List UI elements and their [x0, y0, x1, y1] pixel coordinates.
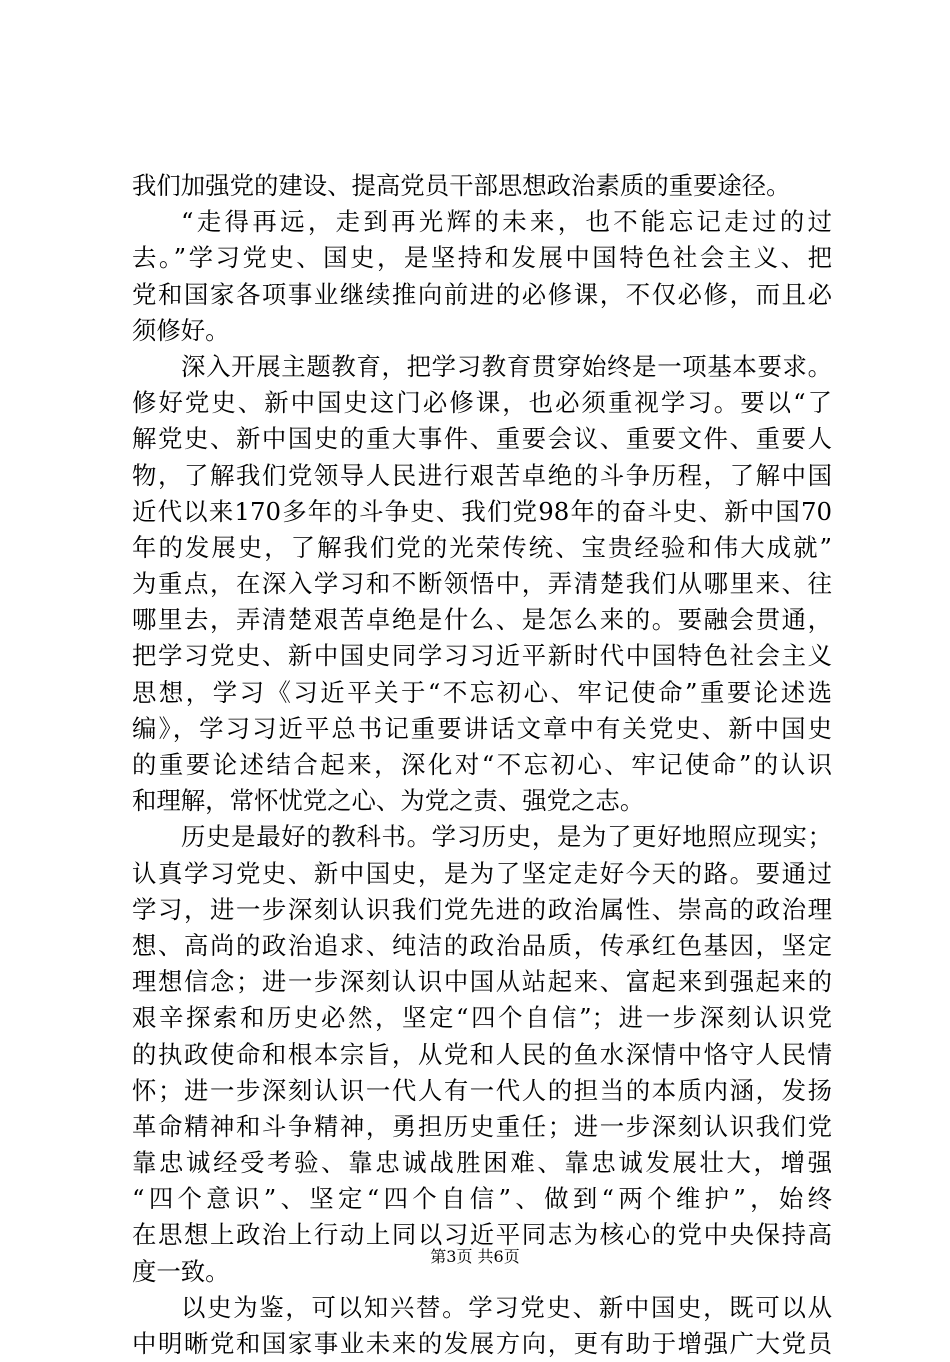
- text-line: 物，了解我们党领导人民进行艰苦卓绝的斗争历程，了解中国: [132, 460, 832, 490]
- text-line: 思想，学习《习近平关于“不忘初心、牢记使命”重要论述选: [132, 677, 832, 707]
- text-line: 的重要论述结合起来，深化对“不忘初心、牢记使命”的认识: [132, 750, 832, 779]
- text-line: 我们加强党的建设、提高党员干部思想政治素质的重要途径。: [132, 171, 791, 200]
- text-line: 怀；进一步深刻认识一代人有一代人的担当的本质内涵，发扬: [132, 1075, 832, 1105]
- text-line: 哪里去，弄清楚艰苦卓绝是什么、是怎么来的。要融会贯通，: [132, 605, 832, 635]
- text-line: 近代以来170多年的斗争史、我们党98年的奋斗史、新中国70: [132, 496, 832, 526]
- text-line: 艰辛探索和历史必然，坚定“四个自信”；进一步深刻认识党: [132, 1003, 832, 1033]
- text-line: 深入开展主题教育，把学习教育贯穿始终是一项基本要求。: [181, 351, 832, 381]
- text-line: 的执政使命和根本宗旨，从党和人民的鱼水深情中恪守人民情: [132, 1039, 832, 1069]
- text-line: 想、高尚的政治追求、纯洁的政治品质，传承红色基因，坚定: [132, 930, 832, 960]
- text-line: 理想信念；进一步深刻认识中国从站起来、富起来到强起来的: [132, 967, 832, 997]
- text-line: 历史是最好的教科书。学习历史，是为了更好地照应现实；: [181, 822, 832, 852]
- text-line: “走得再远，走到再光辉的未来，也不能忘记走过的过: [181, 207, 832, 237]
- text-line: 和理解，常怀忧党之心、为党之责、强党之志。: [132, 786, 645, 816]
- text-line: 把学习党史、新中国史同学习习近平新时代中国特色社会主义: [132, 641, 832, 671]
- page-footer: 第3页 共6页: [430, 1247, 520, 1266]
- text-line: 党和国家各项事业继续推向前进的必修课，不仅必修，而且必: [132, 279, 832, 309]
- text-line: 去。”学习党史、国史，是坚持和发展中国特色社会主义、把: [132, 243, 832, 273]
- text-line: 认真学习党史、新中国史，是为了坚定走好今天的路。要通过: [132, 858, 832, 888]
- text-line: 修好党史、新中国史这门必修课，也必须重视学习。要以“了: [132, 388, 832, 418]
- text-line: 革命精神和斗争精神，勇担历史重任；进一步深刻认识我们党: [132, 1111, 832, 1141]
- text-line: 学习，进一步深刻认识我们党先进的政治属性、崇高的政治理: [132, 894, 832, 924]
- text-line: 中明晰党和国家事业未来的发展方向，更有助于增强广大党员: [132, 1329, 832, 1358]
- text-line: “四个意识”、坚定“四个自信”、做到“两个维护”，始终: [132, 1184, 832, 1214]
- text-line: 靠忠诚经受考验、靠忠诚战胜困难、靠忠诚发展壮大，增强: [132, 1148, 832, 1178]
- text-line: 度一致。: [132, 1256, 230, 1286]
- text-line: 为重点，在深入学习和不断领悟中，弄清楚我们从哪里来、往: [132, 569, 832, 599]
- text-line: 须修好。: [132, 315, 230, 345]
- text-line: 在思想上政治上行动上同以习近平同志为核心的党中央保持高: [132, 1220, 832, 1250]
- document-body: [132, 168, 832, 1362]
- text-line: 解党史、新中国史的重大事件、重要会议、重要文件、重要人: [132, 424, 832, 454]
- text-line: 年的发展史，了解我们党的光荣传统、宝贵经验和伟大成就”: [132, 532, 832, 562]
- text-line: 编》，学习习近平总书记重要讲话文章中有关党史、新中国史: [132, 713, 832, 743]
- text-line: 以史为鉴，可以知兴替。学习党史、新中国史，既可以从: [181, 1292, 832, 1322]
